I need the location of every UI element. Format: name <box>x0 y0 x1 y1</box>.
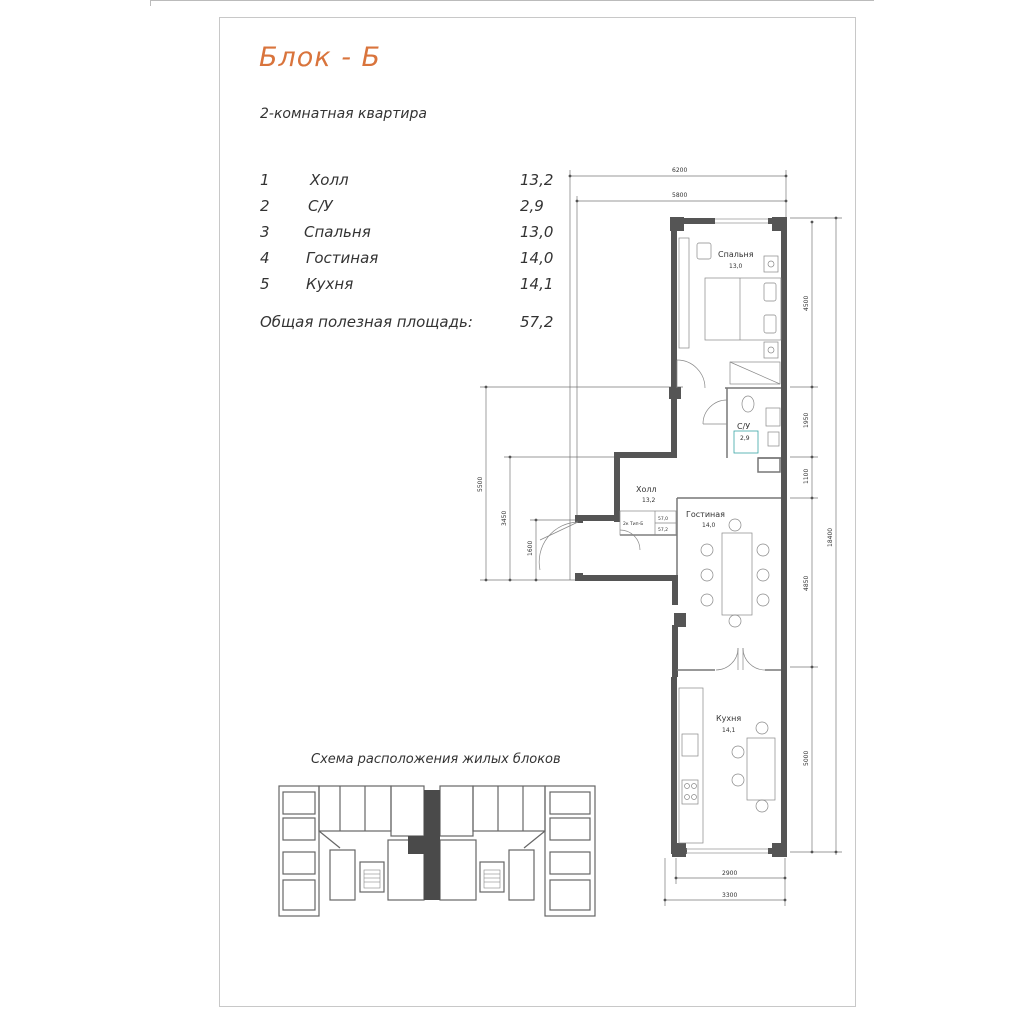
partitions <box>620 388 781 670</box>
dim-right-2: 1950 <box>803 412 810 428</box>
room-number: 5 <box>260 275 270 293</box>
room-area: 13,2 <box>520 171 554 189</box>
total-area-value: 57,2 <box>520 313 554 331</box>
block-title: Блок - Б <box>259 42 382 73</box>
total-area-label: Общая полезная площадь: <box>260 313 473 331</box>
dim-left-1: 5500 <box>477 476 484 492</box>
dim-left-3: 1600 <box>527 540 534 556</box>
dim-right-3: 1100 <box>803 468 810 484</box>
room-area: 14,1 <box>520 275 554 293</box>
hall-area: 13,2 <box>642 497 656 504</box>
dim-top-inner: 5800 <box>672 192 688 199</box>
doors <box>539 360 765 670</box>
bath-area: 2,9 <box>740 435 750 442</box>
living-area: 14,0 <box>702 522 716 529</box>
dimension-lines <box>480 170 842 906</box>
bath-label: С/У <box>737 422 751 431</box>
bedroom-area: 13,0 <box>729 263 743 270</box>
room-name: Холл <box>310 171 349 189</box>
dim-bottom-inner: 2900 <box>722 870 738 877</box>
dim-right-5: 5000 <box>803 750 810 766</box>
room-number: 2 <box>260 197 270 215</box>
block-layout-schema <box>279 786 595 916</box>
dim-right-total: 18400 <box>827 527 834 547</box>
room-number: 1 <box>260 171 270 189</box>
windows <box>686 219 768 853</box>
room-number: 3 <box>260 223 270 241</box>
stamp-area-2: 57,2 <box>658 528 669 533</box>
room-number: 4 <box>260 249 270 267</box>
room-area: 2,9 <box>520 197 544 215</box>
room-name: С/У <box>308 197 333 215</box>
dim-top-outer: 6200 <box>672 167 688 174</box>
dim-bottom-outer: 3300 <box>722 892 738 899</box>
room-name: Кухня <box>306 275 354 293</box>
kitchen-label: Кухня <box>716 714 742 723</box>
furniture <box>620 238 781 843</box>
dim-left-2: 3450 <box>501 510 508 526</box>
stamp-type: 2к Тип-Б <box>623 522 644 527</box>
dim-right-4: 4850 <box>803 575 810 591</box>
kitchen-area: 14,1 <box>722 727 736 734</box>
living-label: Гостиная <box>686 510 725 519</box>
stamp-area-1: 57,0 <box>658 517 669 522</box>
walls <box>575 217 787 857</box>
room-area: 13,0 <box>520 223 554 241</box>
hall-label: Холл <box>636 485 657 494</box>
dim-right-1: 4500 <box>803 295 810 311</box>
room-name: Спальня <box>304 223 371 241</box>
room-name: Гостиная <box>306 249 379 267</box>
bedroom-label: Спальня <box>718 250 754 259</box>
apartment-type: 2-комнатная квартира <box>260 106 427 122</box>
schema-title: Схема расположения жилых блоков <box>311 752 561 767</box>
room-area: 14,0 <box>520 249 554 267</box>
